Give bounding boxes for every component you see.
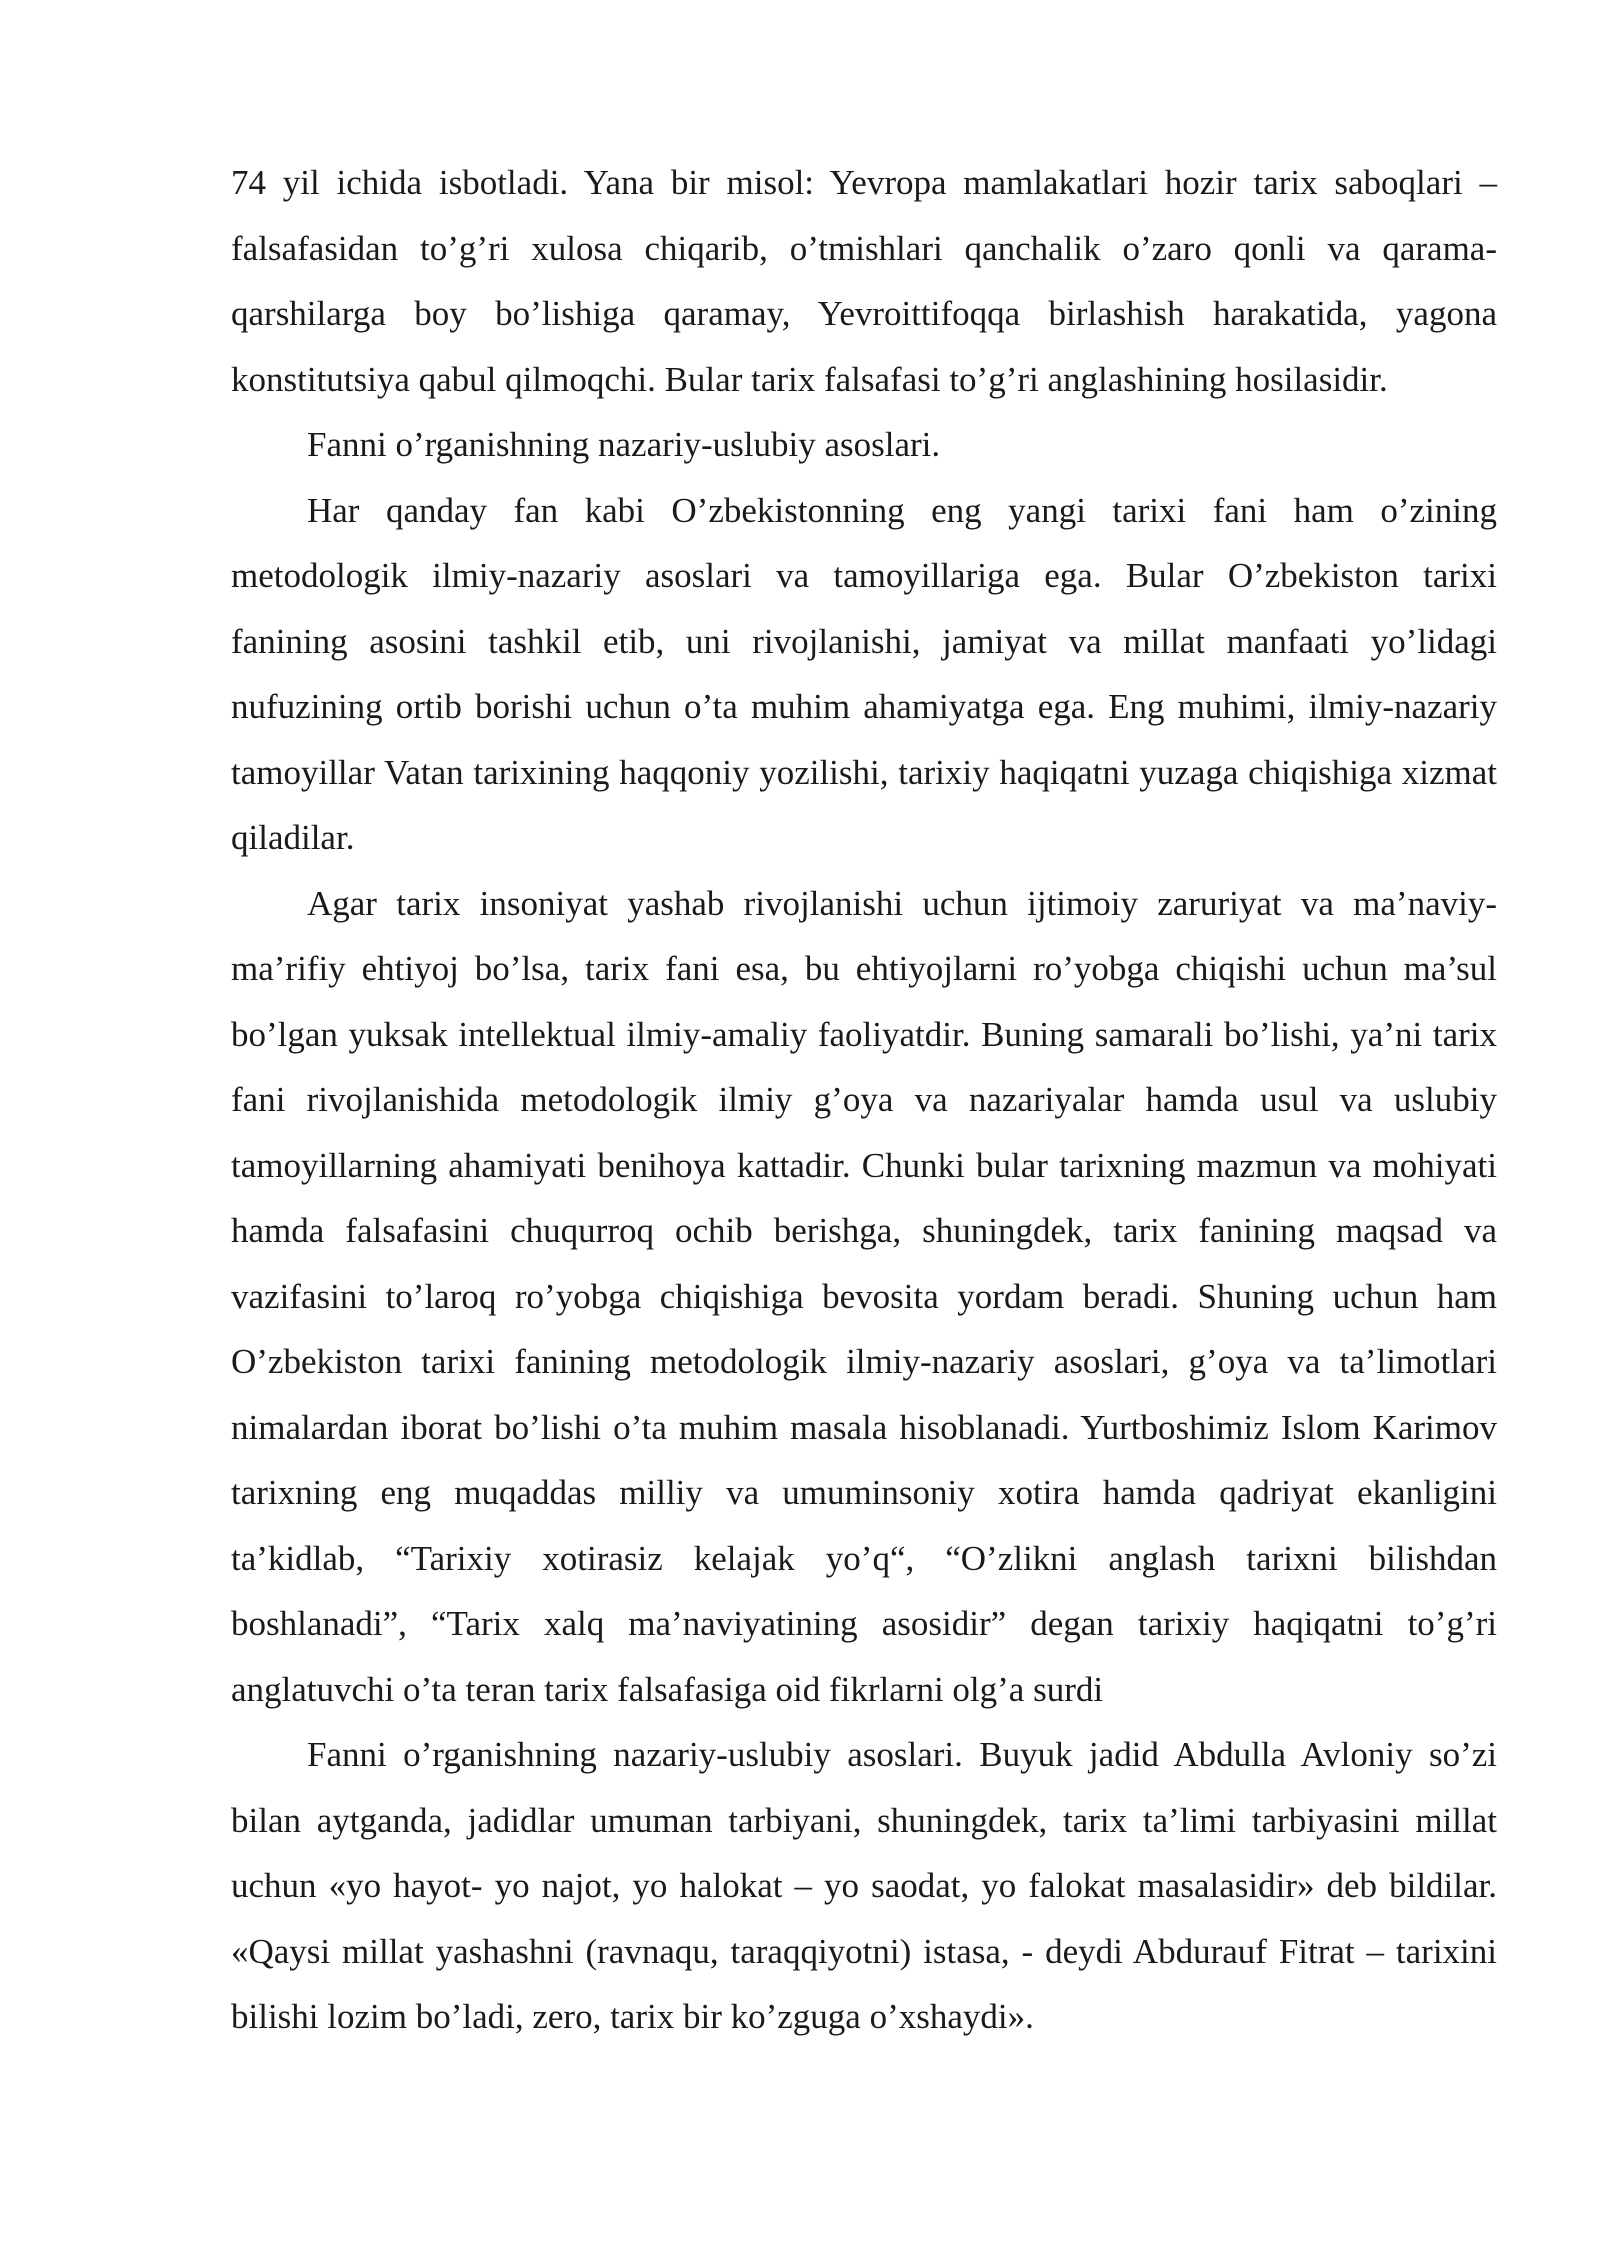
paragraph-methodology: Har qanday fan kabi O’zbekistonning eng yangi tarixi fani ham o’zining metodologik ilmiy-nazariy asoslari va tamoyillariga ega. Bular O’zbekiston tarixi fanining asosini tashkil etib, uni rivojlanishi, jamiyat va millat manfaati yo’lidagi nufuzining ortib borishi uchun o’ta muhim ahamiyatga ega. Eng muhimi, ilmiy-nazariy tamoyillar Vatan tarixining haqqoniy yozilishi, tarixiy haqiqatni yuzaga chiqishiga xizmat qiladilar.: [231, 490, 1497, 857]
paragraph-history-significance: Agar tarix insoniyat yashab rivojlanishi uchun ijtimoiy zaruriyat va ma’naviy-ma’rifiy ehtiyoj bo’lsa, tarix fani esa, bu ehtiyojlarni ro’yobga chiqishi uchun ma’sul bo’lgan yuksak intellektual ilmiy-amaliy faoliyatdir. Buning samarali bo’lishi, ya’ni tarix fani rivojlanishida metodologik ilmiy g’oya va nazariyalar hamda usul va uslubiy tamoyillarning ahamiyati benihoya kattadir. Chunki bular tarixning mazmun va mohiyati hamda falsafasini chuqurroq ochib berishga, shuningdek, tarix fanining maqsad va vazifasini to’laroq ro’yobga chiqishiga bevosita yordam beradi. Shuning uchun ham O’zbekiston tarixi fanining metodologik ilmiy-nazariy asoslari, g’oya va ta’limotlari nimalardan iborat bo’lishi o’ta muhim masala hisoblanadi. Yurtboshimiz Islom Karimov tarixning eng muqaddas milliy va umuminsoniy xotira hamda qadriyat ekanligini ta’kidlab, “Tarixiy xotirasiz kelajak yo’q“, “O’zlikni anglash tarixni bilishdan boshlanadi”, “Tarix xalq ma’naviyatining asosidir” degan tarixiy haqiqatni to’g’ri anglatuvchi o’ta teran tarix falsafasiga oid fikrlarni olg’a surdi: [231, 883, 1497, 1709]
document-page: [231, 150, 1497, 2050]
paragraph-continuation: 74 yil ichida isbotladi. Yana bir misol: Yevropa mamlakatlari hozir tarix saboqlari – falsafasidan to’g’ri xulosa chiqarib, o’tmishlari qanchalik o’zaro qonli va qarama-qarshilarga boy bo’lishiga qaramay, Yevroittifoqqa birlashish harakatida, yagona konstitutsiya qabul qilmoqchi. Bular tarix falsafasi to’g’ri anglashining hosilasidir.: [231, 163, 1497, 399]
paragraph-jadid-quote: Fanni o’rganishning nazariy-uslubiy asoslari. Buyuk jadid Abdulla Avloniy so’zi bilan aytganda, jadidlar umuman tarbiyani, shuningdek, tarix ta’limi tarbiyasini millat uchun «yo hayot- yo najot, yo halokat – yo saodat, yo falokat masalasidir» deb bildilar. «Qaysi millat yashashni (ravnaqu, taraqqiyotni) istasa, - deydi Abdurauf Fitrat – tarixini bilishi lozim bo’ladi, zero, tarix bir ko’zguga o’xshaydi».: [231, 1735, 1497, 2036]
paragraph-section-heading: Fanni o’rganishning nazariy-uslubiy asoslari.: [307, 425, 941, 464]
